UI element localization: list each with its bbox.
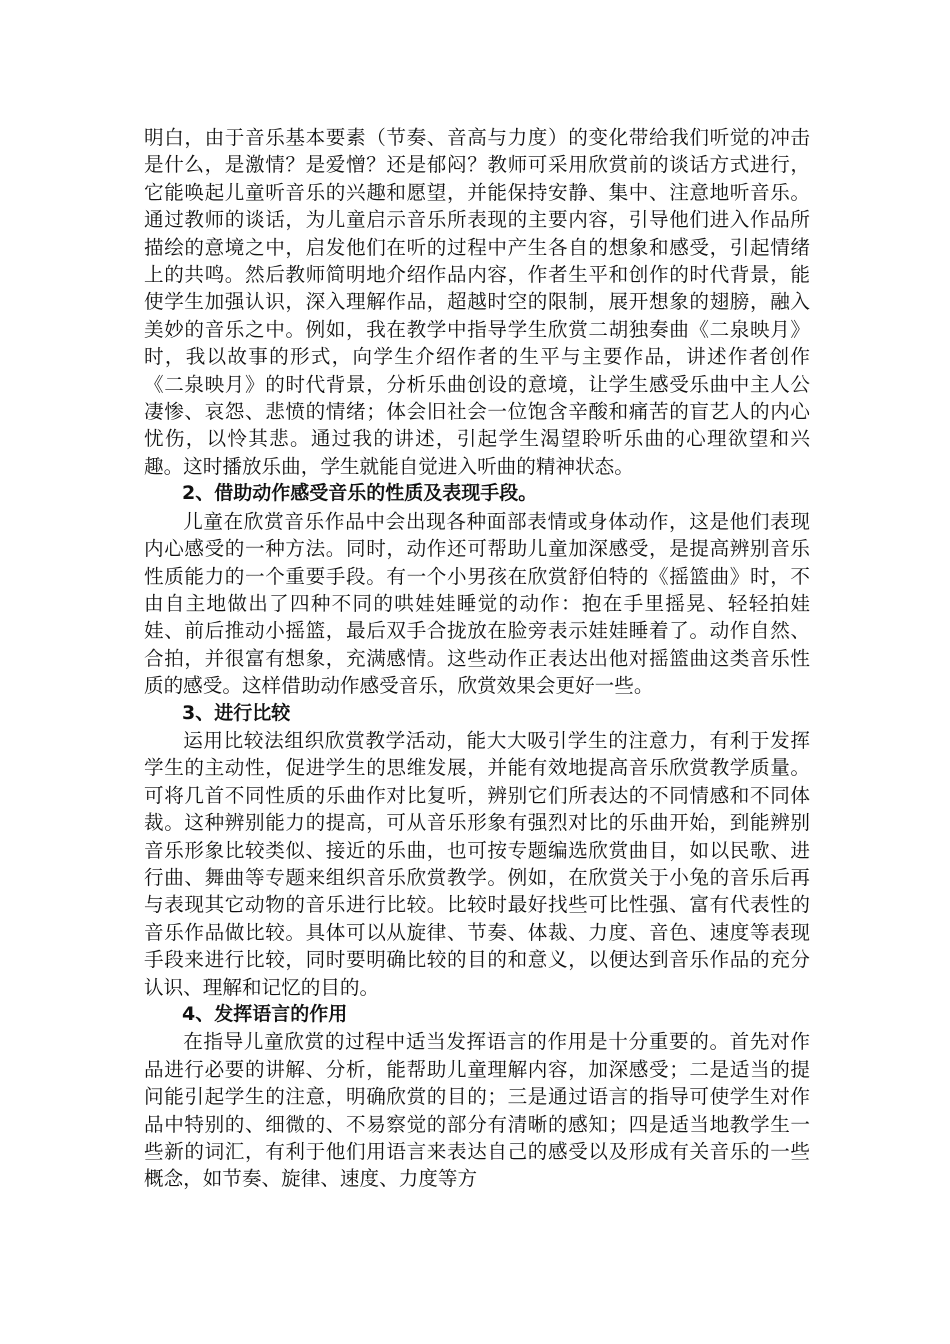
paragraph-continued: 明白，由于音乐基本要素（节奏、音高与力度）的变化带给我们听觉的冲击是什么，是激情？是爱憎？还是郁闷？教师可采用欣赏前的谈话方式进行，它能唤起儿童听音乐的兴趣和愿望，并能保持安静、集中、注意地听音乐。通过教师的谈话，为儿童启示音乐所表现的主要内容，引导他们进入作品所描绘的意境之中，启发他们在听的过程中产生各自的想象和感受，引起情绪上的共鸣。然后教师简明地介绍作品内容，作者生平和创作的时代背景，能使学生加强认识，深入理解作品，超越时空的限制，展开想象的翅膀，融入美妙的音乐之中。例如，我在教学中指导学生欣赏二胡独奏曲《二泉映月》时，我以故事的形式，向学生介绍作者的生平与主要作品，讲述作者创作《二泉映月》的时代背景，分析乐曲创设的意境，让学生感受乐曲中主人公凄惨、哀怨、悲愤的情绪；体会旧社会一位饱含辛酸和痛苦的盲艺人的内心忧伤，以怜其悲。通过我的讲述，引起学生渴望聆听乐曲的心理欲望和兴趣。这时播放乐曲，学生就能自觉进入听曲的精神状态。 bbox=[144, 126, 810, 478]
section-heading-2: 2、借助动作感受音乐的性质及表现手段。 bbox=[182, 482, 538, 505]
section-heading-3: 3、进行比较 bbox=[182, 701, 291, 724]
paragraph-2: 儿童在欣赏音乐作品中会出现各种面部表情或身体动作，这是他们表现内心感受的一种方法。同时，动作还可帮助儿童加深感受，是提高辨别音乐性质能力的一个重要手段。有一个小男孩在欣赏舒伯特的《摇篮曲》时，不由自主地做出了四种不同的哄娃娃睡觉的动作：抱在手里摇晃、轻轻拍娃娃、前后推动小摇篮，最后双手合拢放在脸旁表示娃娃睡着了。动作自然、合拍，并很富有想象，充满感情。这些动作正表达出他对摇篮曲这类音乐性质的感受。这样借助动作感受音乐，欣赏效果会更好一些。 bbox=[144, 509, 810, 698]
paragraph-4: 在指导儿童欣赏的过程中适当发挥语言的作用是十分重要的。首先对作品进行必要的讲解、分析，能帮助儿童理解内容，加深感受；二是适当的提问能引起学生的注意，明确欣赏的目的；三是通过语言的指导可使学生对作品中特别的、细微的、不易察觉的部分有清晰的感知；四是适当地教学生一些新的词汇，有利于他们用语言来表达自己的感受以及形成有关音乐的一些概念，如节奏、旋律、速度、力度等方 bbox=[144, 1030, 810, 1191]
section-heading-4: 4、发挥语言的作用 bbox=[182, 1003, 348, 1025]
document-body bbox=[144, 124, 810, 1193]
paragraph-3: 运用比较法组织欣赏教学活动，能大大吸引学生的注意力，有利于发挥学生的主动性，促进学生的思维发展，并能有效地提高音乐欣赏教学质量。可将几首不同性质的乐曲作对比复听，辨别它们所表达的不同情感和不同体裁。这种辨别能力的提高，可从音乐形象有强烈对比的乐曲开始，到能辨别音乐形象比较类似、接近的乐曲，也可按专题编选欣赏曲目，如以民歌、进行曲、舞曲等专题来组织音乐欣赏教学。例如，在欣赏关于小兔的音乐后再与表现其它动物的音乐进行比较。比较时最好找些可比性强、富有代表性的音乐作品做比较。具体可以从旋律、节奏、体裁、力度、音色、速度等表现手段来进行比较，同时要明确比较的目的和意义，以便达到音乐作品的充分认识、理解和记忆的目的。 bbox=[144, 728, 810, 999]
